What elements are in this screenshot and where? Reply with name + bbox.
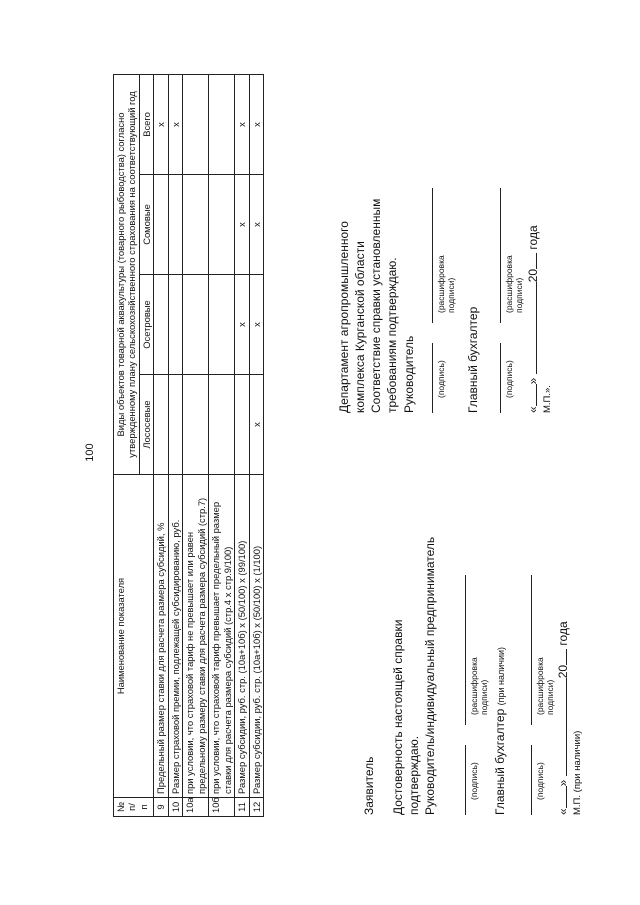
table-row: [209, 74, 235, 816]
applicant-date-line: [555, 621, 570, 815]
month-blank: [525, 282, 537, 374]
date-open-quote: «: [556, 808, 570, 815]
date-close-quote: »: [526, 377, 540, 385]
row-cell: [168, 275, 182, 375]
row-cell: x: [235, 175, 249, 275]
decode-caption: (расшифровка подписи): [535, 657, 555, 715]
row-cell: [183, 175, 209, 275]
row-name: при условии, что страховой тариф не превышает или равен предельному размеру ставки для расчета размера субсидий (стр.7): [183, 475, 209, 798]
header-col-catfish: Сомовые: [139, 175, 153, 275]
date-suffix: года: [526, 225, 540, 250]
table-row: [168, 74, 182, 816]
row-cell: x: [154, 74, 168, 174]
header-col-total: Всего: [139, 74, 153, 174]
applicant-accountant: [493, 475, 509, 815]
row-name: Размер субсидии, руб. стр. (10а+10б) х (50/100) х (99/100): [235, 475, 249, 798]
row-cell: x: [249, 175, 263, 275]
row-name: Предельный размер ставки для расчета размера субсидий, %: [154, 475, 168, 798]
date-suffix: года: [556, 621, 570, 646]
signature-caption: (подпись): [504, 360, 514, 398]
applicant-stamp-place: М.П. (при наличии): [572, 730, 583, 815]
row-cell: x: [249, 74, 263, 174]
row-name: Размер субсидии, руб. стр. (10а+10б) х (50/100) х (1/100): [249, 475, 263, 798]
decode-line: [432, 188, 433, 323]
row-cell: [209, 175, 235, 275]
signature-caption: (подпись): [436, 360, 446, 398]
row-cell: x: [249, 275, 263, 375]
row-cell: [154, 375, 168, 475]
day-blank: [555, 786, 567, 808]
row-cell: [154, 175, 168, 275]
row-cell: [209, 375, 235, 475]
table-header-row: [114, 74, 140, 816]
header-name: Наименование показателя: [114, 475, 154, 798]
year-blank: [525, 253, 537, 269]
department-name: Департамент агропромышленного комплекса Курганской области: [337, 221, 367, 413]
row-num: 10а: [183, 798, 209, 817]
row-num: 9: [154, 798, 168, 817]
row-cell: x: [249, 375, 263, 475]
department-conformity-text: Соответствие справки установленным требованиям подтверждаю.: [369, 198, 399, 413]
row-name: Размер страховой премии, подлежащей субсидированию, руб.: [168, 475, 182, 798]
applicant-head-title: Руководитель/индивидуальный предприниматель: [423, 536, 437, 815]
decode-line: [531, 575, 532, 725]
date-close-quote: »: [556, 779, 570, 787]
accountant-note: (при наличии): [496, 646, 506, 706]
decode-line: [465, 575, 466, 725]
row-cell: x: [235, 74, 249, 174]
row-num: 10: [168, 798, 182, 817]
page-number: 100: [84, 443, 96, 462]
header-group: Виды объектов товарной аквакультуры (товарного рыбоводства) согласно утвержденному плану сельскохозяйственного страхования на соответствующий год: [114, 74, 140, 474]
row-cell: [183, 74, 209, 174]
date-year-prefix: 20: [526, 268, 540, 283]
month-blank: [555, 678, 567, 776]
department-stamp-place: М.П.».: [542, 385, 553, 413]
row-num: 10б: [209, 798, 235, 817]
signature-line: [465, 745, 466, 815]
row-cell: [209, 74, 235, 174]
indicators-table: [113, 74, 264, 817]
table-row: [154, 74, 168, 816]
row-cell: x: [235, 275, 249, 375]
row-cell: [209, 275, 235, 375]
signature-line: [500, 343, 501, 413]
department-accountant-title: Главный бухгалтер: [466, 306, 480, 413]
row-cell: [183, 275, 209, 375]
row-cell: [168, 375, 182, 475]
applicant-label: Заявитель: [362, 756, 376, 815]
accountant-title: Главный бухгалтер: [493, 708, 507, 815]
header-col-salmon: Лососевые: [139, 375, 153, 475]
year-blank: [555, 649, 567, 665]
row-name: при условии, что страховой тариф превышает предельный размер ставки для расчета размера субсидий (стр.4 х стр.9/100): [209, 475, 235, 798]
row-cell: [235, 375, 249, 475]
table-row: [235, 74, 249, 816]
header-col-sturgeon: Осетровые: [139, 275, 153, 375]
signature-line: [531, 745, 532, 815]
signature-caption: (подпись): [535, 762, 545, 800]
decode-caption: (расшифровка подписи): [504, 255, 524, 313]
date-year-prefix: 20: [556, 664, 570, 679]
day-blank: [525, 384, 537, 406]
table-row: [183, 74, 209, 816]
department-head-title: Руководитель: [402, 335, 416, 413]
row-num: 11: [235, 798, 249, 817]
decode-caption: (расшифровка подписи): [469, 657, 489, 715]
row-cell: [154, 275, 168, 375]
table-row: [249, 74, 263, 816]
signature-line: [432, 343, 433, 413]
decode-caption: (расшифровка подписи): [436, 255, 456, 313]
decode-line: [500, 188, 501, 323]
header-num: № п/п: [114, 798, 154, 817]
signature-caption: (подпись): [469, 762, 479, 800]
row-num: 12: [249, 798, 263, 817]
applicant-confirm-text: Достоверность настоящей справки подтверждаю.: [391, 619, 421, 815]
date-open-quote: «: [526, 406, 540, 413]
row-cell: [168, 175, 182, 275]
row-cell: [183, 375, 209, 475]
department-date-line: [525, 225, 540, 413]
row-cell: x: [168, 74, 182, 174]
